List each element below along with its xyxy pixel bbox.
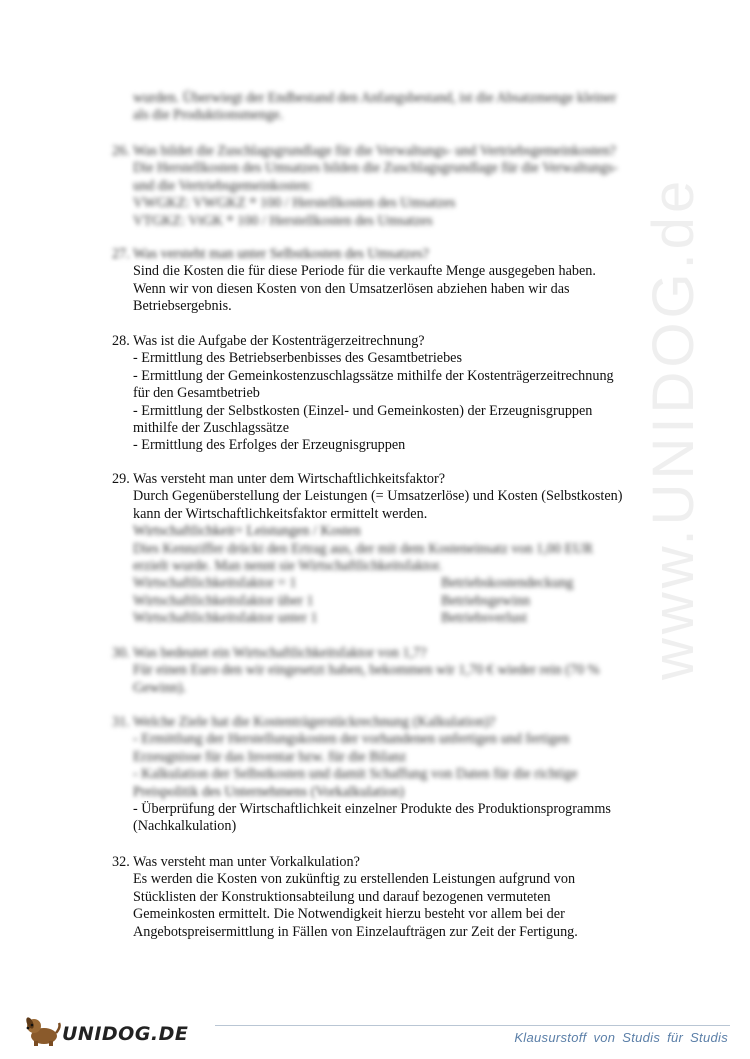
question-25-continuation (112, 90, 672, 125)
question-27 (112, 246, 672, 316)
logo-text: UNIDOG.DE (62, 1022, 189, 1045)
answer-line: kann der Wirtschaftlichkeitsfaktor ermittelt werden. (133, 505, 428, 522)
answer-line: Preispolitik des Unternehmens (Vorkalkulation) (133, 783, 405, 800)
table-cell: Betriebskostendeckung (441, 575, 574, 592)
answer-line: Wenn wir von diesen Kosten von den Umsatzerlösen abziehen haben wir das (133, 280, 570, 297)
question-title: 30. Was bedeutet ein Wirtschaftlichkeitsfaktor von 1,7? (112, 645, 427, 661)
answer-line: - Ermittlung der Herstellungskosten der vorhandenen unfertigen und fertigen (133, 731, 570, 748)
answer-line: erzielt wurde. Man nennt sie Wirtschaftlichkeitsfaktor. (133, 558, 443, 575)
question-title: 27. Was versteht man unter Selbstkosten des Umsatzes? (112, 246, 429, 262)
answer-line: - Ermittlung der Gemeinkostenzuschlagssätze mithilfe der Kostenträgerzeitrechnung (133, 367, 614, 384)
table-row (133, 610, 672, 627)
answer-line: - Ermittlung des Betriebserbenbisses des Gesamtbetriebes (133, 350, 462, 367)
answer-line: Wirtschaftlichkeit= Leistungen / Kosten (133, 523, 361, 540)
dog-icon (24, 1015, 62, 1052)
footer-slogan: Klausurstoff von Studis für Studis (514, 1030, 728, 1045)
table-row (133, 593, 672, 610)
question-26 (112, 143, 672, 230)
answer-line: Sind die Kosten die für diese Periode für die verkaufte Menge ausgegeben haben. (133, 263, 596, 280)
answer-line: Für einen Euro den wir eingesetzt haben, bekommen wir 1,70 € wieder rein (70 % (133, 662, 600, 679)
table-cell: Betriebsverlust (441, 610, 527, 627)
answer-line: Angebotspreisermittlung in Fällen von Einzelaufträgen zur Zeit der Fertigung. (133, 923, 578, 940)
table-row (133, 575, 672, 592)
unidog-logo (24, 1015, 188, 1052)
answer-line: für den Gesamtbetrieb (133, 385, 260, 402)
question-29 (112, 471, 672, 628)
question-title: 31. Welche Ziele hat die Kostenträgerstückrechnung (Kalkulation)? (112, 714, 496, 730)
answer-line: mithilfe der Zuschlagssätze (133, 420, 290, 437)
question-31 (112, 714, 672, 836)
answer-line: - Überprüfung der Wirtschaftlichkeit einzelner Produkte des Produktionsprogramms (133, 801, 611, 818)
answer-line: Dies Kennziffer drückt den Ertrag aus, der mit dem Kosteneinsatz von 1,00 EUR (133, 540, 593, 557)
answer-line: Gemeinkosten ermittelt. Die Notwendigkeit hierzu besteht vor allem bei der (133, 906, 565, 923)
table-cell: Betriebsgewinn (441, 592, 531, 609)
answer-line: Es werden die Kosten von zukünftig zu erstellenden Leistungen aufgrund von (133, 871, 576, 888)
answer-line: wurden. Überwiegt der Endbestand den Anfangsbestand, ist die Absatzmenge kleiner (133, 90, 617, 106)
answer-line: und die Vertriebsgemeinkosten: (133, 177, 313, 194)
footer-divider (215, 1025, 730, 1026)
question-title: 32. Was versteht man unter Vorkalkulation? (112, 854, 360, 870)
answer-line: Gewinn). (133, 679, 187, 696)
question-30 (112, 645, 672, 697)
table-cell: Wirtschaftlichkeitsfaktor = 1 (133, 575, 297, 592)
answer-line: VWGKZ: VWGKZ * 100 / Herstellkosten des Umsatzes (133, 195, 456, 212)
watermark-text: www.UNIDOG.de (641, 176, 706, 680)
answer-line: Betriebsergebnis. (133, 298, 232, 315)
table-cell: Wirtschaftlichkeitsfaktor über 1 (133, 592, 314, 609)
answer-line: Erzeugnisse für das Inventar bzw. für die Bilanz (133, 748, 407, 765)
question-title: 26. Was bildet die Zuschlagsgrundlage für die Verwaltungs- und Vertriebsgemeinkosten? (112, 143, 616, 159)
answer-line: - Ermittlung der Selbstkosten (Einzel- und Gemeinkosten) der Erzeugnisgruppen (133, 402, 593, 419)
answer-line: als die Produktionsmenge. (133, 107, 284, 124)
question-title: 28. Was ist die Aufgabe der Kostenträgerzeitrechnung? (112, 333, 425, 349)
table-cell: Wirtschaftlichkeitsfaktor unter 1 (133, 610, 318, 627)
question-title: 29. Was versteht man unter dem Wirtschaftlichkeitsfaktor? (112, 471, 446, 487)
question-32 (112, 854, 672, 941)
answer-line: (Nachkalkulation) (133, 818, 237, 835)
factor-table (133, 575, 672, 627)
answer-line: - Ermittlung des Erfolges der Erzeugnisgruppen (133, 437, 406, 454)
answer-line: Durch Gegenüberstellung der Leistungen (= Umsatzerlöse) und Kosten (Selbstkosten) (133, 488, 623, 505)
answer-line: Stücklisten der Konstruktionsabteilung und darauf bezogenen vermuteten (133, 888, 551, 905)
answer-line: - Kalkulation der Selbstkosten und damit Schaffung von Daten für die richtige (133, 766, 578, 783)
answer-line: Die Herstellkosten des Umsatzes bilden die Zuschlagsgrundlage für die Verwaltungs- (133, 160, 618, 177)
answer-line: VTGKZ: VtGK * 100 / Herstellkosten des Umsatzes (133, 212, 433, 229)
question-28 (112, 333, 672, 455)
